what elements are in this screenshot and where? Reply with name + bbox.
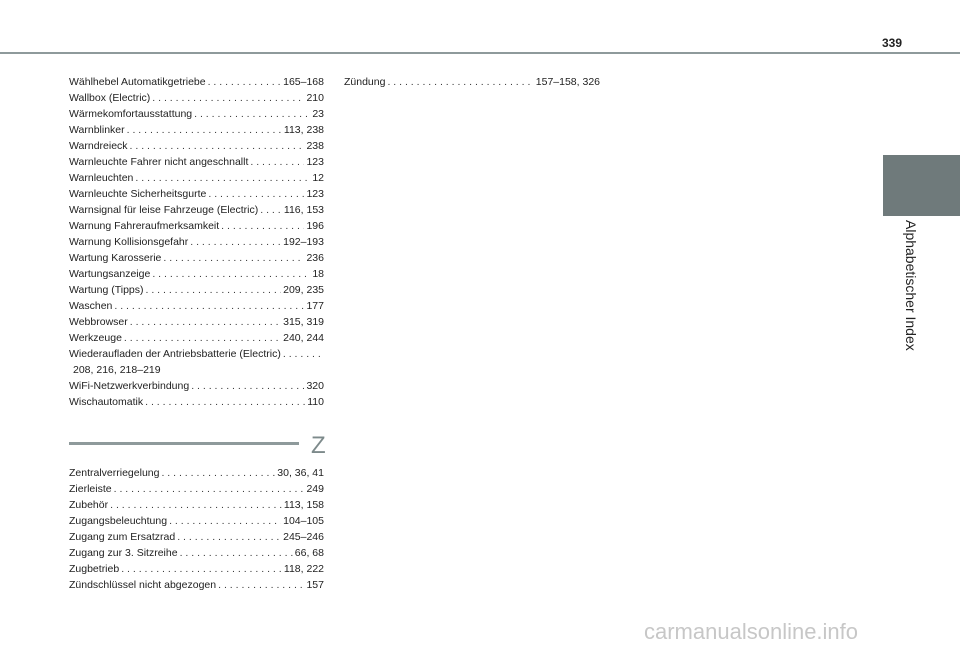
index-entry: Wallbox (Electric) . . . 210 (69, 90, 324, 106)
index-column-left (69, 74, 324, 410)
index-entry: Warnleuchte Fahrer nicht angeschnallt . . . 123 (69, 154, 324, 170)
index-entry: Wartung Karosserie . . . 236 (69, 250, 324, 266)
index-entry: Zündschlüssel nicht abgezogen . . . 157 (69, 577, 324, 593)
index-entry: Warnsignal für leise Fahrzeuge (Electric) . . . 116, 153 (69, 202, 324, 218)
index-entry: Zubehör . . . 113, 158 (69, 497, 324, 513)
index-entry: Warnung Kollisionsgefahr . . . 192–193 (69, 234, 324, 250)
index-entry: Wählhebel Automatikgetriebe . . . 165–168 (69, 74, 324, 90)
index-entry: Warnleuchten . . . 12 (69, 170, 324, 186)
index-entry: Wartung (Tipps) . . . 209, 235 (69, 282, 324, 298)
page-number: 339 (881, 36, 903, 50)
index-entry-multiline: Wiederaufladen der Antriebsbatterie (Electric) . . . (69, 346, 324, 362)
index-entry: WiFi-Netzwerkverbindung . . . 320 (69, 378, 324, 394)
index-entry: Webbrowser . . . 315, 319 (69, 314, 324, 330)
index-column-right (344, 74, 600, 90)
index-entry: Werkzeuge . . . 240, 244 (69, 330, 324, 346)
index-entry: Warnung Fahreraufmerksamkeit . . . 196 (69, 218, 324, 234)
index-entry: Wartungsanzeige . . . 18 (69, 266, 324, 282)
index-entry: Warnblinker . . . 113, 238 (69, 122, 324, 138)
index-entry: Wischautomatik . . . 110 (69, 394, 324, 410)
index-column-z (69, 465, 324, 593)
top-divider (0, 52, 960, 54)
side-tab-title: Alphabetischer Index (903, 220, 919, 351)
section-header-z (69, 432, 331, 460)
index-entry: Zugbetrieb . . . 118, 222 (69, 561, 324, 577)
index-entry: Warnleuchte Sicherheitsgurte . . . 123 (69, 186, 324, 202)
index-entry: Zugang zur 3. Sitzreihe . . . 66, 68 (69, 545, 324, 561)
index-entry: Zündung . . . 157–158, 326 (344, 74, 600, 90)
index-entry: Zentralverriegelung . . . 30, 36, 41 (69, 465, 324, 481)
index-entry: Waschen . . . 177 (69, 298, 324, 314)
section-letter: Z (311, 432, 326, 459)
index-entry: Zugangsbeleuchtung . . . 104–105 (69, 513, 324, 529)
index-entry-continuation: 208, 216, 218–219 (73, 364, 161, 376)
watermark: carmanualsonline.info (644, 619, 859, 644)
index-entry: Warndreieck . . . 238 (69, 138, 324, 154)
index-entry: Zierleiste . . . 249 (69, 481, 324, 497)
section-divider (69, 442, 299, 445)
index-entry: Zugang zum Ersatzrad . . . 245–246 (69, 529, 324, 545)
side-tab-marker (883, 155, 960, 216)
index-entry: Wärmekomfortausstattung . . . 23 (69, 106, 324, 122)
